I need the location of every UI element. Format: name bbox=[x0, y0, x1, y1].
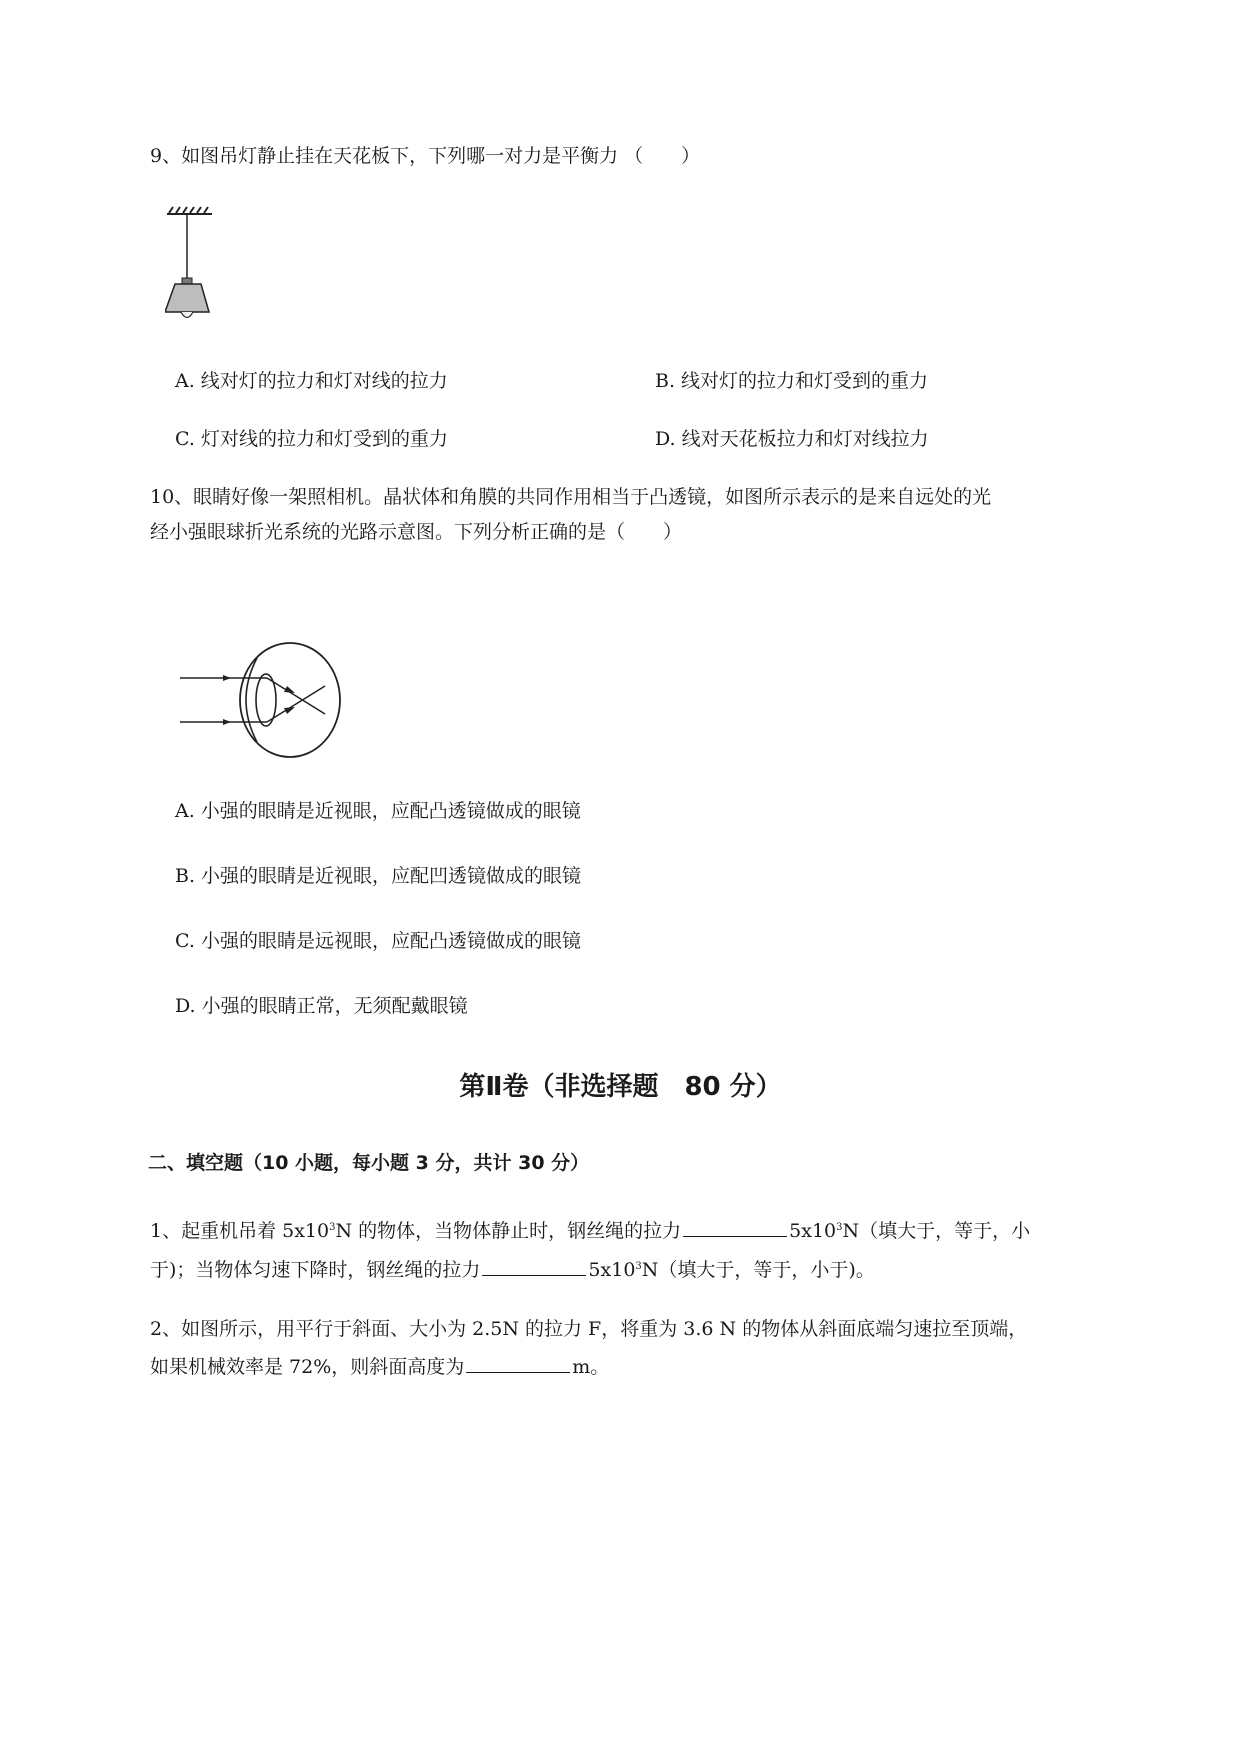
q9-option-c: C. 灯对线的拉力和灯受到的重力 bbox=[175, 428, 448, 450]
question-10-stem-line1: 10、眼睛好像一架照相机。晶状体和角膜的共同作用相当于凸透镜，如图所示表示的是来自远处的光 bbox=[150, 486, 992, 508]
q10-option-d: D. 小强的眼睛正常，无须配戴眼镜 bbox=[175, 995, 468, 1017]
q10-option-b: B. 小强的眼睛是近视眼，应配凹透镜做成的眼镜 bbox=[175, 865, 582, 887]
question-9-stem: 9、如图吊灯静止挂在天花板下，下列哪一对力是平衡力 （ ） bbox=[150, 145, 701, 167]
eye-ray-diagram bbox=[175, 640, 345, 760]
q10-option-c: C. 小强的眼睛是远视眼，应配凸透镜做成的眼镜 bbox=[175, 930, 581, 952]
q10-option-a: A. 小强的眼睛是近视眼，应配凸透镜做成的眼镜 bbox=[175, 800, 581, 822]
answer-blank-3[interactable] bbox=[466, 1352, 570, 1373]
q9-option-a: A. 线对灯的拉力和灯对线的拉力 bbox=[175, 370, 448, 392]
fill-1-line1: 1、起重机吊着 $5x10^3N$ 的物体，当物体静止时，钢丝绳的拉力 $5x10^3N$（填大于，等于，小 bbox=[150, 1210, 1030, 1249]
fill-2-line1: 2、如图所示，用平行于斜面、大小为 2.5N 的拉力 F，将重为 3.6 N 的物体从斜面底端匀速拉至顶端， bbox=[150, 1318, 1028, 1340]
question-10-stem-line2: 经小强眼球折光系统的光路示意图。下列分析正确的是（ ） bbox=[150, 521, 683, 543]
part-2-title: 第Ⅱ卷（非选择题 80 分） bbox=[459, 1072, 782, 1102]
q9-option-b: B. 线对灯的拉力和灯受到的重力 bbox=[655, 370, 929, 392]
section-2-heading: 二、填空题（10 小题，每小题 3 分，共计 30 分） bbox=[148, 1152, 590, 1174]
fill-1-line2: 于)；当物体匀速下降时，钢丝绳的拉力 $5x10^3N$（填大于，等于，小于)。 bbox=[150, 1249, 875, 1288]
answer-blank-2[interactable] bbox=[482, 1255, 586, 1276]
answer-blank-1[interactable] bbox=[683, 1216, 787, 1237]
pendant-lamp-figure bbox=[165, 205, 235, 325]
q9-option-d: D. 线对天花板拉力和灯对线拉力 bbox=[655, 428, 929, 450]
fill-2-line2: 如果机械效率是 72%，则斜面高度为 m。 bbox=[150, 1350, 609, 1385]
